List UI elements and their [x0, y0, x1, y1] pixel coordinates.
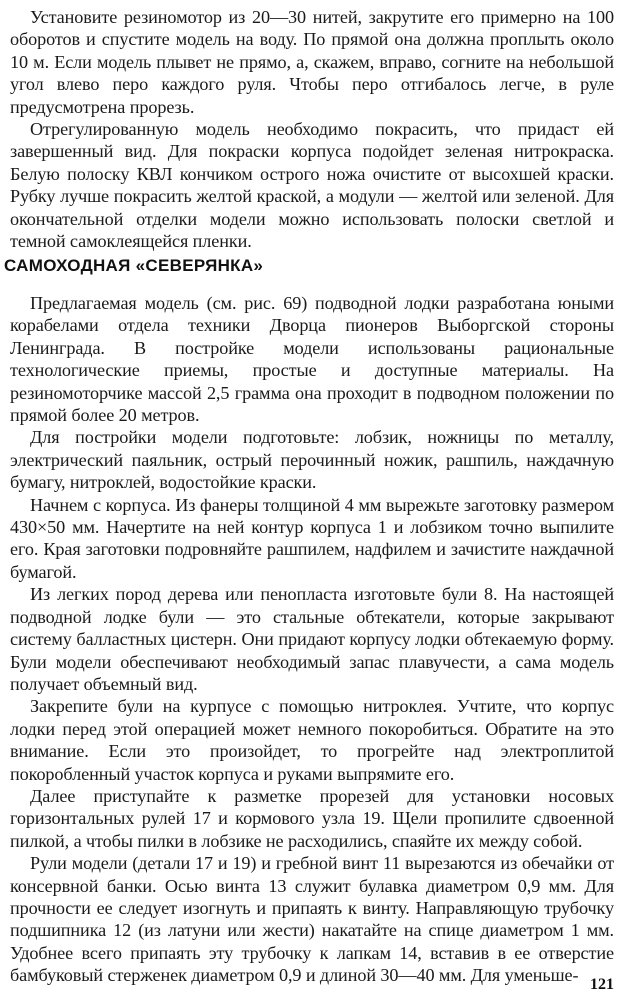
paragraph: Далее приступайте к разметке прорезей для установки носовых горизонтальных рулей 17 и кормового узла 19. Щели пропилите сдвоенной пилкой, а чтобы пилки в лобзике не расходились, спаяйте их между собой.: [10, 785, 614, 851]
paragraph: Из легких пород дерева или пенопласта изготовьте були 8. На настоящей подводной лодке були — это стальные обтекатели, которые закрывают систему балластных цистерн. Они придают корпусу лодки обтекаемую форму. Були модели обеспечивают необходимый запас плавучести, а сама модель получает объемный вид.: [10, 584, 614, 694]
paragraph: Предлагаемая модель (см. рис. 69) подводной лодки разработана юными корабелами отдела техники Дворца пионеров Выборгской стороны Ленинграда. В постройке модели использованы рациональные технологические приемы, простые и доступные материалы. На резиномоторчике массой 2,5 грамма она проходит в подводном положении по прямой более 20 метров.: [10, 293, 614, 426]
section-title: САМОХОДНАЯ «СЕВЕРЯНКА»: [4, 256, 264, 275]
paragraph: Рули модели (детали 17 и 19) и гребной винт 11 вырезаются из обечайки от консервной банки. Осью винта 13 служит булавка диаметром 0,9 мм. Для прочности ее следует изогнуть и припаять к винту. Направляющую трубочку подшипника 12 (из латуни или жести) накатайте на спице диаметром 1 мм. Удобнее всего припаять эту трубочку к лапкам 14, вставив в ее отверстие бамбуковый стерженек диаметром 0,9 и длиной 30—40 мм. Для уменьше-: [10, 853, 614, 986]
intro-text-block: [10, 6, 614, 252]
page-number: 121: [590, 976, 614, 993]
section-text-block: [10, 292, 614, 987]
paragraph: Установите резиномотор из 20—30 нитей, закрутите его примерно на 100 оборотов и спустите модель на воду. По прямой она должна проплыть около 10 м. Если модель плывет не прямо, а, скажем, вправо, согните на небольшой угол влево перо каждого руля. Чтобы перо отгибалось легче, в руле предусмотрена прорезь.: [10, 7, 614, 117]
paragraph: Отрегулированную модель необходимо покрасить, что придаст ей завершенный вид. Для покраски корпуса подойдет зеленая нитрокраска. Белую полоску КВЛ кончиком острого ножа очистите от высохшей краски. Рубку лучше покрасить желтой краской, а модули — желтой или зеленой. Для окончательной отделки модели можно использовать полоски светлой и темной самоклеящейся пленки.: [10, 119, 614, 252]
paragraph: Для постройки модели подготовьте: лобзик, ножницы по металлу, электрический паяльник, острый перочинный ножик, рашпиль, наждачную бумагу, нитроклей, водостойкие краски.: [10, 427, 614, 493]
paragraph: Начнем с корпуса. Из фанеры толщиной 4 мм вырежьте заготовку размером 430×50 мм. Начертите на ней контур корпуса 1 и лобзиком точно выпилите его. Края заготовки подровняйте рашпилем, надфилем и зачистите наждачной бумагой.: [10, 494, 614, 582]
paragraph: Закрепите були на курпусе с помощью нитроклея. Учтите, что корпус лодки перед этой операцией может немного покоробиться. Обратите на это внимание. Если это произойдет, то прогрейте над электроплитой покоробленный участок корпуса и руками выпрямите его.: [10, 696, 614, 784]
